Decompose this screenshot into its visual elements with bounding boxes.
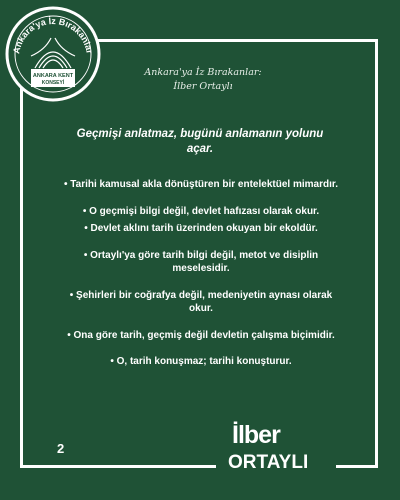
ankara-kent-konseyi-seal-logo	[5, 6, 101, 102]
bullet-text: Ona göre tarih, geçmiş değil devletin çalışma biçimidir.	[73, 329, 335, 341]
page-number: 2	[57, 441, 65, 456]
bullet-text: O geçmişi bilgi değil, devlet hafızası olarak okur.	[89, 205, 320, 217]
signature-last-name: ORTAYLI	[228, 452, 309, 473]
list-item: • Şehirleri bir coğrafya değil, medeniyetin aynası olarak okur.	[69, 289, 333, 314]
bullet-text: O, tarih konuşmaz; tarihi konuşturur.	[116, 356, 292, 367]
signature-first-name: İlber	[232, 421, 280, 449]
series-title-line1: Ankara'ya İz Bırakanlar:	[144, 67, 262, 78]
seal-band-line1: ANKARA KENT	[32, 73, 74, 79]
bullet-text: Şehirleri bir coğrafya değil, medeniyetin aynası olarak okur.	[76, 289, 333, 314]
bullet-text: Ortaylı'ya göre tarih bilgi değil, metot ve disiplin meselesidir.	[90, 249, 319, 274]
bullet-text: Devlet aklını tarih üzerinden okuyan bir ekoldür.	[90, 223, 318, 234]
list-item: • O geçmişi bilgi değil, devlet hafızası olarak okur.	[82, 205, 320, 217]
seal-arc-text: Ankara'ya İz Bırakanlar	[11, 15, 95, 55]
lead-quote: Geçmişi anlatmaz, bugünü anlamanın yolunu açar.	[76, 128, 324, 155]
bullet-list	[60, 178, 342, 369]
list-item: • Ortaylı'ya göre tarih bilgi değil, metot ve disiplin meselesidir.	[83, 249, 319, 274]
bullet-text: Tarihi kamusal akla dönüştüren bir entelektüel mimardır.	[70, 179, 338, 190]
series-title-line2: İlber Ortaylı	[173, 81, 233, 92]
list-item: • O, tarih konuşmaz; tarihi konuşturur.	[110, 356, 292, 367]
list-item: • Devlet aklını tarih üzerinden okuyan bir ekoldür.	[84, 223, 318, 234]
list-item: • Tarihi kamusal akla dönüştüren bir entelektüel mimardır.	[64, 179, 338, 190]
series-title	[128, 66, 278, 94]
seal-band-line2: KONSEYİ	[41, 80, 65, 86]
list-item: • Ona göre tarih, geçmiş değil devletin çalışma biçimidir.	[67, 329, 335, 341]
